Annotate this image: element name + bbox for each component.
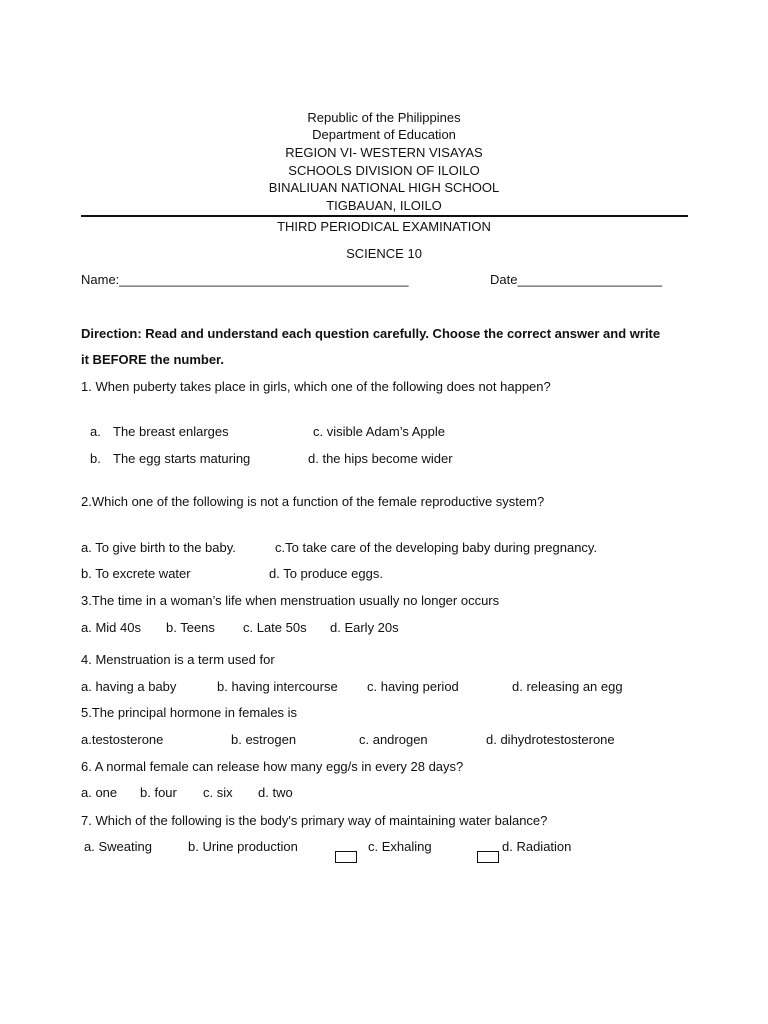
q7-choice-b: b. Urine production (188, 839, 298, 854)
q6-choice-a: a. one (81, 785, 118, 800)
answer-box[interactable] (477, 851, 499, 863)
q6-choice-d: d. two (258, 785, 293, 800)
question-5: 5.The principal hormone in females is (81, 705, 298, 720)
question-7: 7. Which of the following is the body's primary way of maintaining water balance? (81, 813, 548, 828)
q6-choice-b: b. four (140, 785, 177, 800)
q5-choice-b: b. estrogen (231, 732, 297, 747)
q1-choice-d: d. the hips become wider (308, 451, 453, 466)
q2-choice-c: c.To take care of the developing baby during pregnancy. (275, 540, 598, 555)
exam-subject: SCIENCE 10 (346, 246, 422, 261)
q4-choice-d: d. releasing an egg (512, 679, 623, 694)
question-6: 6. A normal female can release how many egg/s in every 28 days? (81, 759, 464, 774)
q1-choice-a: The breast enlarges (113, 424, 229, 439)
exam-title: THIRD PERIODICAL EXAMINATION (277, 219, 491, 234)
q2-choice-a: a. To give birth to the baby. (81, 540, 236, 555)
q4-choice-c: c. having period (367, 679, 459, 694)
q3-choice-d: d. Early 20s (330, 620, 399, 635)
q1-choice-c: c. visible Adam’s Apple (313, 424, 445, 439)
q3-choice-c: c. Late 50s (243, 620, 307, 635)
header-department: Department of Education (312, 127, 456, 142)
header-republic: Republic of the Philippines (307, 110, 461, 125)
q5-choice-a: a.testosterone (81, 732, 164, 747)
header-divider (81, 215, 688, 217)
q4-choice-b: b. having intercourse (217, 679, 338, 694)
header-region: REGION VI- WESTERN VISAYAS (285, 145, 483, 160)
name-field[interactable]: Name:________________________________________ (81, 272, 409, 287)
q5-choice-d: d. dihydrotestosterone (486, 732, 615, 747)
question-4: 4. Menstruation is a term used for (81, 652, 275, 667)
q4-choice-a: a. having a baby (81, 679, 177, 694)
q2-choice-b: b. To excrete water (81, 566, 191, 581)
answer-box[interactable] (335, 851, 357, 863)
q7-choice-a: a. Sweating (84, 839, 152, 854)
header-location: TIGBAUAN, ILOILO (326, 198, 442, 213)
direction-line-2: it BEFORE the number. (81, 352, 225, 367)
header-division: SCHOOLS DIVISION OF ILOILO (288, 163, 480, 178)
direction-line-1: Direction: Read and understand each question carefully. Choose the correct answer and write (81, 326, 661, 341)
header-school: BINALIUAN NATIONAL HIGH SCHOOL (268, 180, 500, 195)
question-2: 2.Which one of the following is not a function of the female reproductive system? (81, 494, 545, 509)
q7-choice-d: d. Radiation (502, 839, 572, 854)
q6-choice-c: c. six (203, 785, 233, 800)
question-3: 3.The time in a woman’s life when menstruation usually no longer occurs (81, 593, 500, 608)
q1-choice-b: The egg starts maturing (113, 451, 251, 466)
q1-choice-a-letter: a. (90, 424, 101, 439)
q3-choice-b: b. Teens (166, 620, 215, 635)
q1-choice-b-letter: b. (90, 451, 101, 466)
date-field[interactable]: Date____________________ (490, 272, 663, 287)
q5-choice-c: c. androgen (359, 732, 428, 747)
question-1: 1. When puberty takes place in girls, which one of the following does not happen? (81, 379, 551, 394)
q2-choice-d: d. To produce eggs. (269, 566, 383, 581)
q3-choice-a: a. Mid 40s (81, 620, 141, 635)
q7-choice-c: c. Exhaling (368, 839, 432, 854)
